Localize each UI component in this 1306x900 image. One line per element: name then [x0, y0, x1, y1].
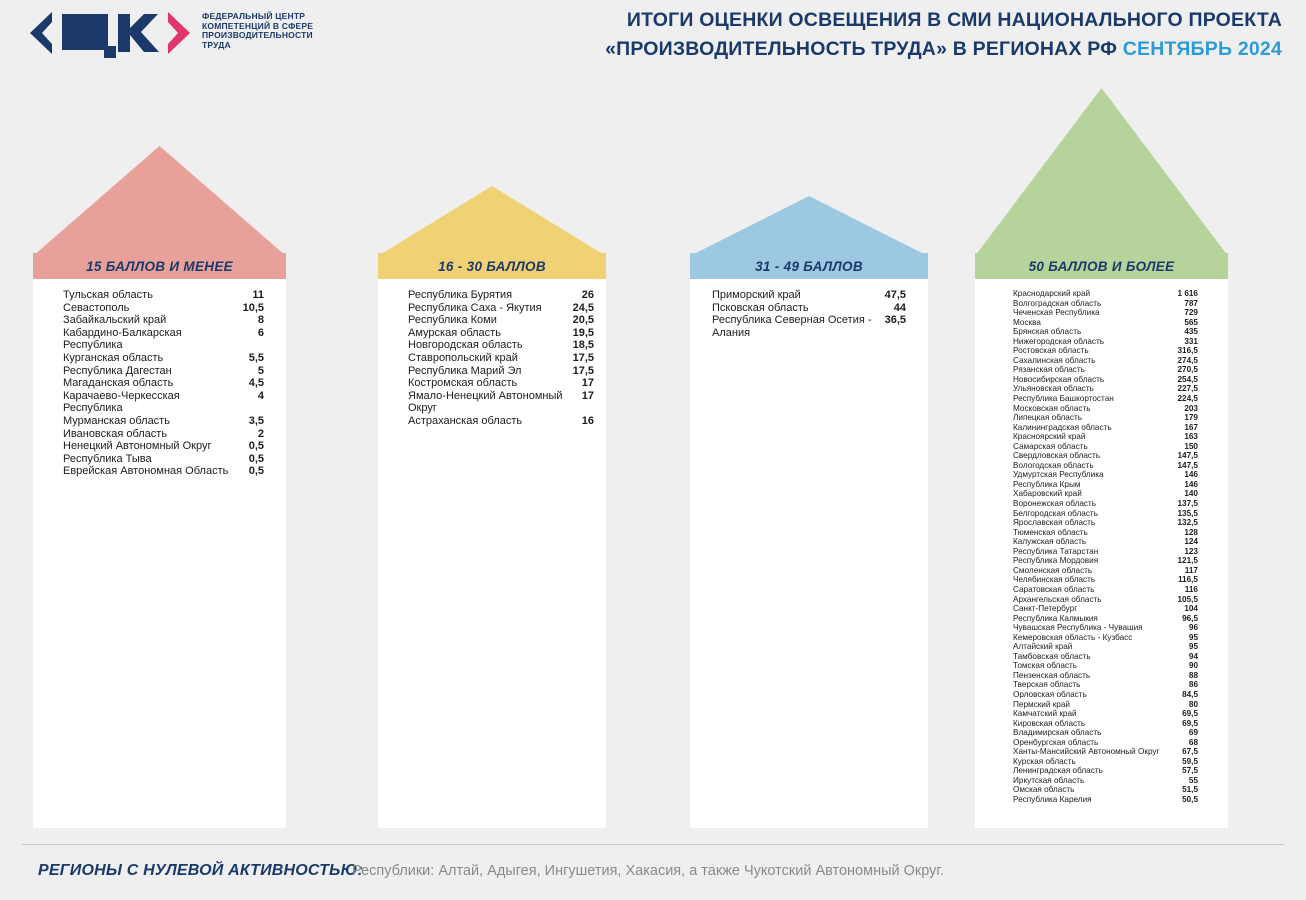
region-score: 17: [581, 377, 594, 390]
region-name: Омская область: [1013, 785, 1075, 795]
table-row: [1013, 489, 1198, 499]
region-score: 135,5: [1177, 508, 1198, 518]
region-score: 331: [1184, 336, 1198, 346]
region-score: 2: [257, 427, 264, 440]
group-roof-1: [33, 146, 286, 260]
region-score: 137,5: [1177, 499, 1198, 509]
table-row: [1013, 318, 1198, 328]
region-name: Тамбовская область: [1013, 651, 1091, 661]
region-score: 94: [1188, 651, 1198, 661]
region-name: Оренбургская область: [1013, 737, 1099, 747]
table-row: [63, 302, 264, 315]
region-name: Тверская область: [1013, 680, 1081, 690]
table-row: [1013, 700, 1198, 710]
region-name: Республика Тыва: [63, 452, 152, 465]
region-score: 163: [1184, 432, 1198, 442]
table-row: [63, 428, 264, 441]
region-score: 146: [1184, 470, 1198, 480]
region-name: Брянская область: [1013, 327, 1082, 337]
table-row: [408, 365, 594, 378]
group-label-2: 16 - 30 БАЛЛОВ: [378, 253, 606, 279]
region-score: 254,5: [1177, 374, 1198, 384]
region-name: Республика Крым: [1013, 479, 1081, 489]
region-score: 121,5: [1177, 556, 1198, 566]
table-row: [408, 289, 594, 302]
region-score: 787: [1184, 298, 1198, 308]
table-row: [1013, 337, 1198, 347]
region-score: 150: [1184, 441, 1198, 451]
region-score: 203: [1184, 403, 1198, 413]
table-row: [1013, 566, 1198, 576]
region-name: Тульская область: [63, 289, 153, 301]
region-name: Республика Бурятия: [408, 289, 513, 301]
region-name: Забайкальский край: [63, 314, 167, 327]
group-panel-1: [33, 279, 286, 828]
region-name: Орловская область: [1013, 689, 1087, 699]
region-score: 68: [1188, 737, 1198, 747]
region-name: Чеченская Республика: [1013, 308, 1100, 318]
table-row: [1013, 604, 1198, 614]
region-name: Курганская область: [63, 351, 164, 364]
table-row: [1013, 690, 1198, 700]
region-name: Республика Башкортостан: [1013, 394, 1114, 404]
region-name: Ханты-Мансийский Автономный Округ: [1013, 747, 1160, 757]
table-row: [1013, 661, 1198, 671]
region-score: 116: [1184, 584, 1198, 594]
region-score: 24,5: [572, 301, 594, 314]
table-row: [1013, 528, 1198, 538]
table-row: [63, 415, 264, 428]
region-score: 51,5: [1182, 785, 1198, 795]
footer-text: Республики: Алтай, Адыгея, Ингушетия, Хакасия, а также Чукотский Автономный Округ.: [352, 863, 944, 879]
region-score: 44: [893, 301, 906, 314]
region-score: 57,5: [1182, 766, 1198, 776]
region-score: 104: [1184, 604, 1198, 614]
table-row: [1013, 365, 1198, 375]
region-name: Вологодская область: [1013, 460, 1094, 470]
table-row: [408, 314, 594, 327]
region-name: Томская область: [1013, 661, 1077, 671]
logo: [22, 6, 342, 62]
region-name: Костромская область: [408, 377, 518, 390]
table-row: [1013, 356, 1198, 366]
region-score: 88: [1188, 670, 1198, 680]
zero-activity-footer: [0, 844, 1306, 900]
region-name: Республика Карелия: [1013, 794, 1092, 804]
region-name: Тюменская область: [1013, 527, 1088, 537]
table-row: [1013, 671, 1198, 681]
region-score: 6: [257, 326, 264, 339]
region-score: 26: [581, 289, 594, 301]
title-period: СЕНТЯБРЬ 2024: [1122, 38, 1282, 60]
table-row: [1013, 652, 1198, 662]
region-score: 147,5: [1177, 460, 1198, 470]
table-row: [63, 289, 264, 302]
region-score: 270,5: [1177, 365, 1198, 375]
region-score: 50,5: [1182, 794, 1198, 804]
group-roof-2: [378, 186, 606, 260]
region-name: Свердловская область: [1013, 451, 1100, 461]
region-name: Смоленская область: [1013, 565, 1093, 575]
fcc-logo-icon: [22, 8, 198, 58]
table-row: [1013, 537, 1198, 547]
logo-text: ФЕДЕРАЛЬНЫЙ ЦЕНТР КОМПЕТЕНЦИЙ В СФЕРЕ ПРОИЗВОДИТЕЛЬНОСТИ ТРУДА: [202, 11, 314, 50]
table-row: [1013, 299, 1198, 309]
region-name: Калининградская область: [1013, 422, 1112, 432]
table-row: [408, 339, 594, 352]
table-row: [1013, 785, 1198, 795]
region-score: 11: [252, 289, 264, 301]
region-score: 96: [1188, 623, 1198, 633]
table-row: [1013, 575, 1198, 585]
region-name: Нижегородская область: [1013, 336, 1105, 346]
region-name: Псковская область: [712, 301, 809, 314]
table-row: [63, 440, 264, 453]
region-score: 4,5: [248, 377, 264, 390]
region-name: Севастополь: [63, 301, 130, 314]
table-row: [1013, 499, 1198, 509]
region-score: 95: [1188, 642, 1198, 652]
table-row: [1013, 413, 1198, 423]
region-name: Ленинградская область: [1013, 766, 1103, 776]
region-name: Самарская область: [1013, 441, 1088, 451]
region-score: 274,5: [1177, 355, 1198, 365]
region-name: Саратовская область: [1013, 584, 1095, 594]
region-score: 47,5: [884, 289, 906, 301]
region-score: 128: [1184, 527, 1198, 537]
region-score: 3,5: [248, 414, 264, 427]
region-score: 167: [1184, 422, 1198, 432]
region-name: Мурманская область: [63, 414, 170, 427]
region-name: Новгородская область: [408, 339, 523, 352]
table-row: [1013, 547, 1198, 557]
region-name: Воронежская область: [1013, 499, 1097, 509]
region-name: Московская область: [1013, 403, 1091, 413]
table-row: [1013, 470, 1198, 480]
region-name: Волгоградская область: [1013, 298, 1102, 308]
region-name: Республика Саха - Якутия: [408, 301, 542, 314]
region-name: Санкт-Петербург: [1013, 604, 1078, 614]
region-score: 124: [1184, 537, 1198, 547]
region-name: Амурская область: [408, 326, 501, 339]
region-name: Хабаровский край: [1013, 489, 1082, 499]
region-score: 96,5: [1182, 613, 1198, 623]
region-name: Липецкая область: [1013, 413, 1082, 423]
region-score: 0,5: [248, 465, 264, 478]
page-title: [522, 6, 1282, 64]
region-name: Магаданская область: [63, 377, 174, 390]
region-name: Ульяновская область: [1013, 384, 1094, 394]
table-row: [408, 390, 594, 415]
group-label-1: 15 БАЛЛОВ И МЕНЕЕ: [33, 253, 286, 279]
region-score: 69,5: [1182, 709, 1198, 719]
group-roof-3: [690, 196, 928, 260]
region-name: Алтайский край: [1013, 642, 1073, 652]
region-score: 36,5: [884, 314, 906, 327]
table-row: [408, 415, 594, 428]
table-row: [1013, 642, 1198, 652]
table-row: [1013, 375, 1198, 385]
table-row: [63, 365, 264, 378]
table-row: [1013, 509, 1198, 519]
region-name: Республика Мордовия: [1013, 556, 1099, 566]
region-name: Карачаево-Черкесская Республика: [63, 389, 180, 415]
region-score: 146: [1184, 479, 1198, 489]
title-line-2: «ПРОИЗВОДИТЕЛЬНОСТЬ ТРУДА» В РЕГИОНАХ РФ: [605, 38, 1118, 60]
region-name: Астраханская область: [408, 414, 523, 427]
region-score-table: [63, 289, 264, 478]
table-row: [1013, 728, 1198, 738]
table-row: [1013, 432, 1198, 442]
region-name: Республика Татарстан: [1013, 546, 1099, 556]
table-row: [1013, 795, 1198, 805]
table-row: [1013, 719, 1198, 729]
region-score: 90: [1188, 661, 1198, 671]
group-panel-4: [975, 279, 1228, 828]
table-row: [1013, 327, 1198, 337]
table-row: [1013, 776, 1198, 786]
region-name: Ростовская область: [1013, 346, 1089, 356]
region-name: Еврейская Автономная Область: [63, 465, 229, 478]
region-score: 117: [1184, 565, 1198, 575]
table-row: [1013, 394, 1198, 404]
table-row: [408, 302, 594, 315]
region-score: 5: [257, 364, 264, 377]
region-score: 69: [1188, 728, 1198, 738]
region-name: Ненецкий Автономный Округ: [63, 440, 212, 453]
group-label-3: 31 - 49 БАЛЛОВ: [690, 253, 928, 279]
group-label-4: 50 БАЛЛОВ И БОЛЕЕ: [975, 253, 1228, 279]
region-score: 8: [257, 314, 264, 327]
table-row: [63, 314, 264, 327]
table-row: [1013, 738, 1198, 748]
region-score: 116,5: [1177, 575, 1198, 585]
table-row: [408, 352, 594, 365]
table-row: [1013, 680, 1198, 690]
footer-divider: [22, 844, 1284, 845]
region-score: 316,5: [1177, 346, 1198, 356]
region-name: Ивановская область: [63, 427, 168, 440]
region-name: Калужская область: [1013, 537, 1087, 547]
region-score: 132,5: [1177, 518, 1198, 528]
region-name: Республика Северная Осетия - Алания: [712, 314, 872, 339]
region-name: Курская область: [1013, 756, 1076, 766]
group-roof-4: [975, 88, 1228, 260]
group-panel-3: [690, 279, 928, 828]
region-score: 0,5: [248, 452, 264, 465]
region-score: 67,5: [1182, 747, 1198, 757]
table-row: [1013, 709, 1198, 719]
region-name: Камчатский край: [1013, 709, 1077, 719]
region-score: 59,5: [1182, 756, 1198, 766]
table-row: [1013, 614, 1198, 624]
region-score: 17,5: [572, 364, 594, 377]
table-row: [1013, 308, 1198, 318]
region-name: Сахалинская область: [1013, 355, 1096, 365]
region-score: 19,5: [572, 326, 594, 339]
region-name: Пензенская область: [1013, 670, 1091, 680]
region-name: Кабардино-Балкарская Республика: [63, 326, 182, 352]
table-row: [1013, 518, 1198, 528]
table-row: [712, 302, 906, 315]
region-score-table: [1013, 289, 1198, 805]
region-score: 84,5: [1182, 689, 1198, 699]
table-row: [1013, 633, 1198, 643]
region-name: Краснодарский край: [1013, 289, 1091, 298]
region-name: Чувашская Республика - Чувашия: [1013, 623, 1143, 633]
table-row: [63, 352, 264, 365]
region-score: 4: [257, 389, 264, 402]
table-row: [1013, 595, 1198, 605]
table-row: [63, 327, 264, 352]
table-row: [1013, 556, 1198, 566]
region-score: 227,5: [1177, 384, 1198, 394]
region-score: 17,5: [572, 351, 594, 364]
table-row: [1013, 766, 1198, 776]
region-score: 17: [581, 389, 594, 402]
region-score: 16: [581, 414, 594, 427]
table-row: [408, 327, 594, 340]
region-score: 20,5: [572, 314, 594, 327]
region-score: 80: [1188, 699, 1198, 709]
region-score: 224,5: [1177, 394, 1198, 404]
region-name: Республика Дагестан: [63, 364, 172, 377]
table-row: [1013, 480, 1198, 490]
table-row: [1013, 384, 1198, 394]
region-score: 18,5: [572, 339, 594, 352]
region-name: Челябинская область: [1013, 575, 1096, 585]
region-name: Белгородская область: [1013, 508, 1098, 518]
region-score: 565: [1184, 317, 1198, 327]
footer-title: РЕГИОНЫ С НУЛЕВОЙ АКТИВНОСТЬЮ:: [38, 862, 363, 879]
region-name: Владимирская область: [1013, 728, 1102, 738]
table-row: [1013, 289, 1198, 299]
table-row: [1013, 585, 1198, 595]
region-name: Архангельская область: [1013, 594, 1102, 604]
region-name: Пермский край: [1013, 699, 1070, 709]
region-name: Кировская область: [1013, 718, 1086, 728]
region-score: 10,5: [242, 301, 264, 314]
table-row: [1013, 346, 1198, 356]
region-score: 435: [1184, 327, 1198, 337]
region-score: 55: [1188, 775, 1198, 785]
region-score: 95: [1188, 632, 1198, 642]
table-row: [1013, 423, 1198, 433]
table-row: [1013, 757, 1198, 767]
table-row: [63, 453, 264, 466]
region-score: 0,5: [248, 440, 264, 453]
table-row: [63, 465, 264, 478]
region-name: Рязанская область: [1013, 365, 1085, 375]
region-score: 86: [1188, 680, 1198, 690]
region-score-table: [712, 289, 906, 339]
region-name: Республика Калмыкия: [1013, 613, 1098, 623]
region-score: 123: [1184, 546, 1198, 556]
region-name: Ямало-Ненецкий Автономный Округ: [408, 389, 563, 415]
region-score-table: [408, 289, 594, 428]
region-name: Республика Коми: [408, 314, 497, 327]
region-name: Новосибирская область: [1013, 374, 1105, 384]
table-row: [1013, 442, 1198, 452]
table-row: [712, 314, 906, 339]
region-name: Республика Марий Эл: [408, 364, 522, 377]
region-score: 1 616: [1177, 289, 1198, 298]
table-row: [63, 377, 264, 390]
table-row: [408, 377, 594, 390]
title-line-1: ИТОГИ ОЦЕНКИ ОСВЕЩЕНИЯ В СМИ НАЦИОНАЛЬНОГО ПРОЕКТА: [626, 9, 1282, 31]
region-name: Ярославская область: [1013, 518, 1096, 528]
table-row: [1013, 623, 1198, 633]
table-row: [1013, 404, 1198, 414]
region-name: Москва: [1013, 317, 1041, 327]
region-score: 105,5: [1177, 594, 1198, 604]
page-header: [0, 0, 1306, 90]
region-score: 69,5: [1182, 718, 1198, 728]
region-score: 729: [1184, 308, 1198, 318]
region-score: 179: [1184, 413, 1198, 423]
region-name: Иркутская область: [1013, 775, 1085, 785]
region-score: 147,5: [1177, 451, 1198, 461]
region-name: Удмуртская Республика: [1013, 470, 1104, 480]
table-row: [63, 390, 264, 415]
table-row: [712, 289, 906, 302]
table-row: [1013, 461, 1198, 471]
region-score: 140: [1184, 489, 1198, 499]
table-row: [1013, 747, 1198, 757]
region-name: Кемеровская область - Кузбасс: [1013, 632, 1133, 642]
region-name: Приморский край: [712, 289, 801, 301]
region-name: Ставропольский край: [408, 351, 518, 364]
region-score: 5,5: [248, 351, 264, 364]
table-row: [1013, 451, 1198, 461]
region-name: Красноярский край: [1013, 432, 1086, 442]
group-panel-2: [378, 279, 606, 828]
